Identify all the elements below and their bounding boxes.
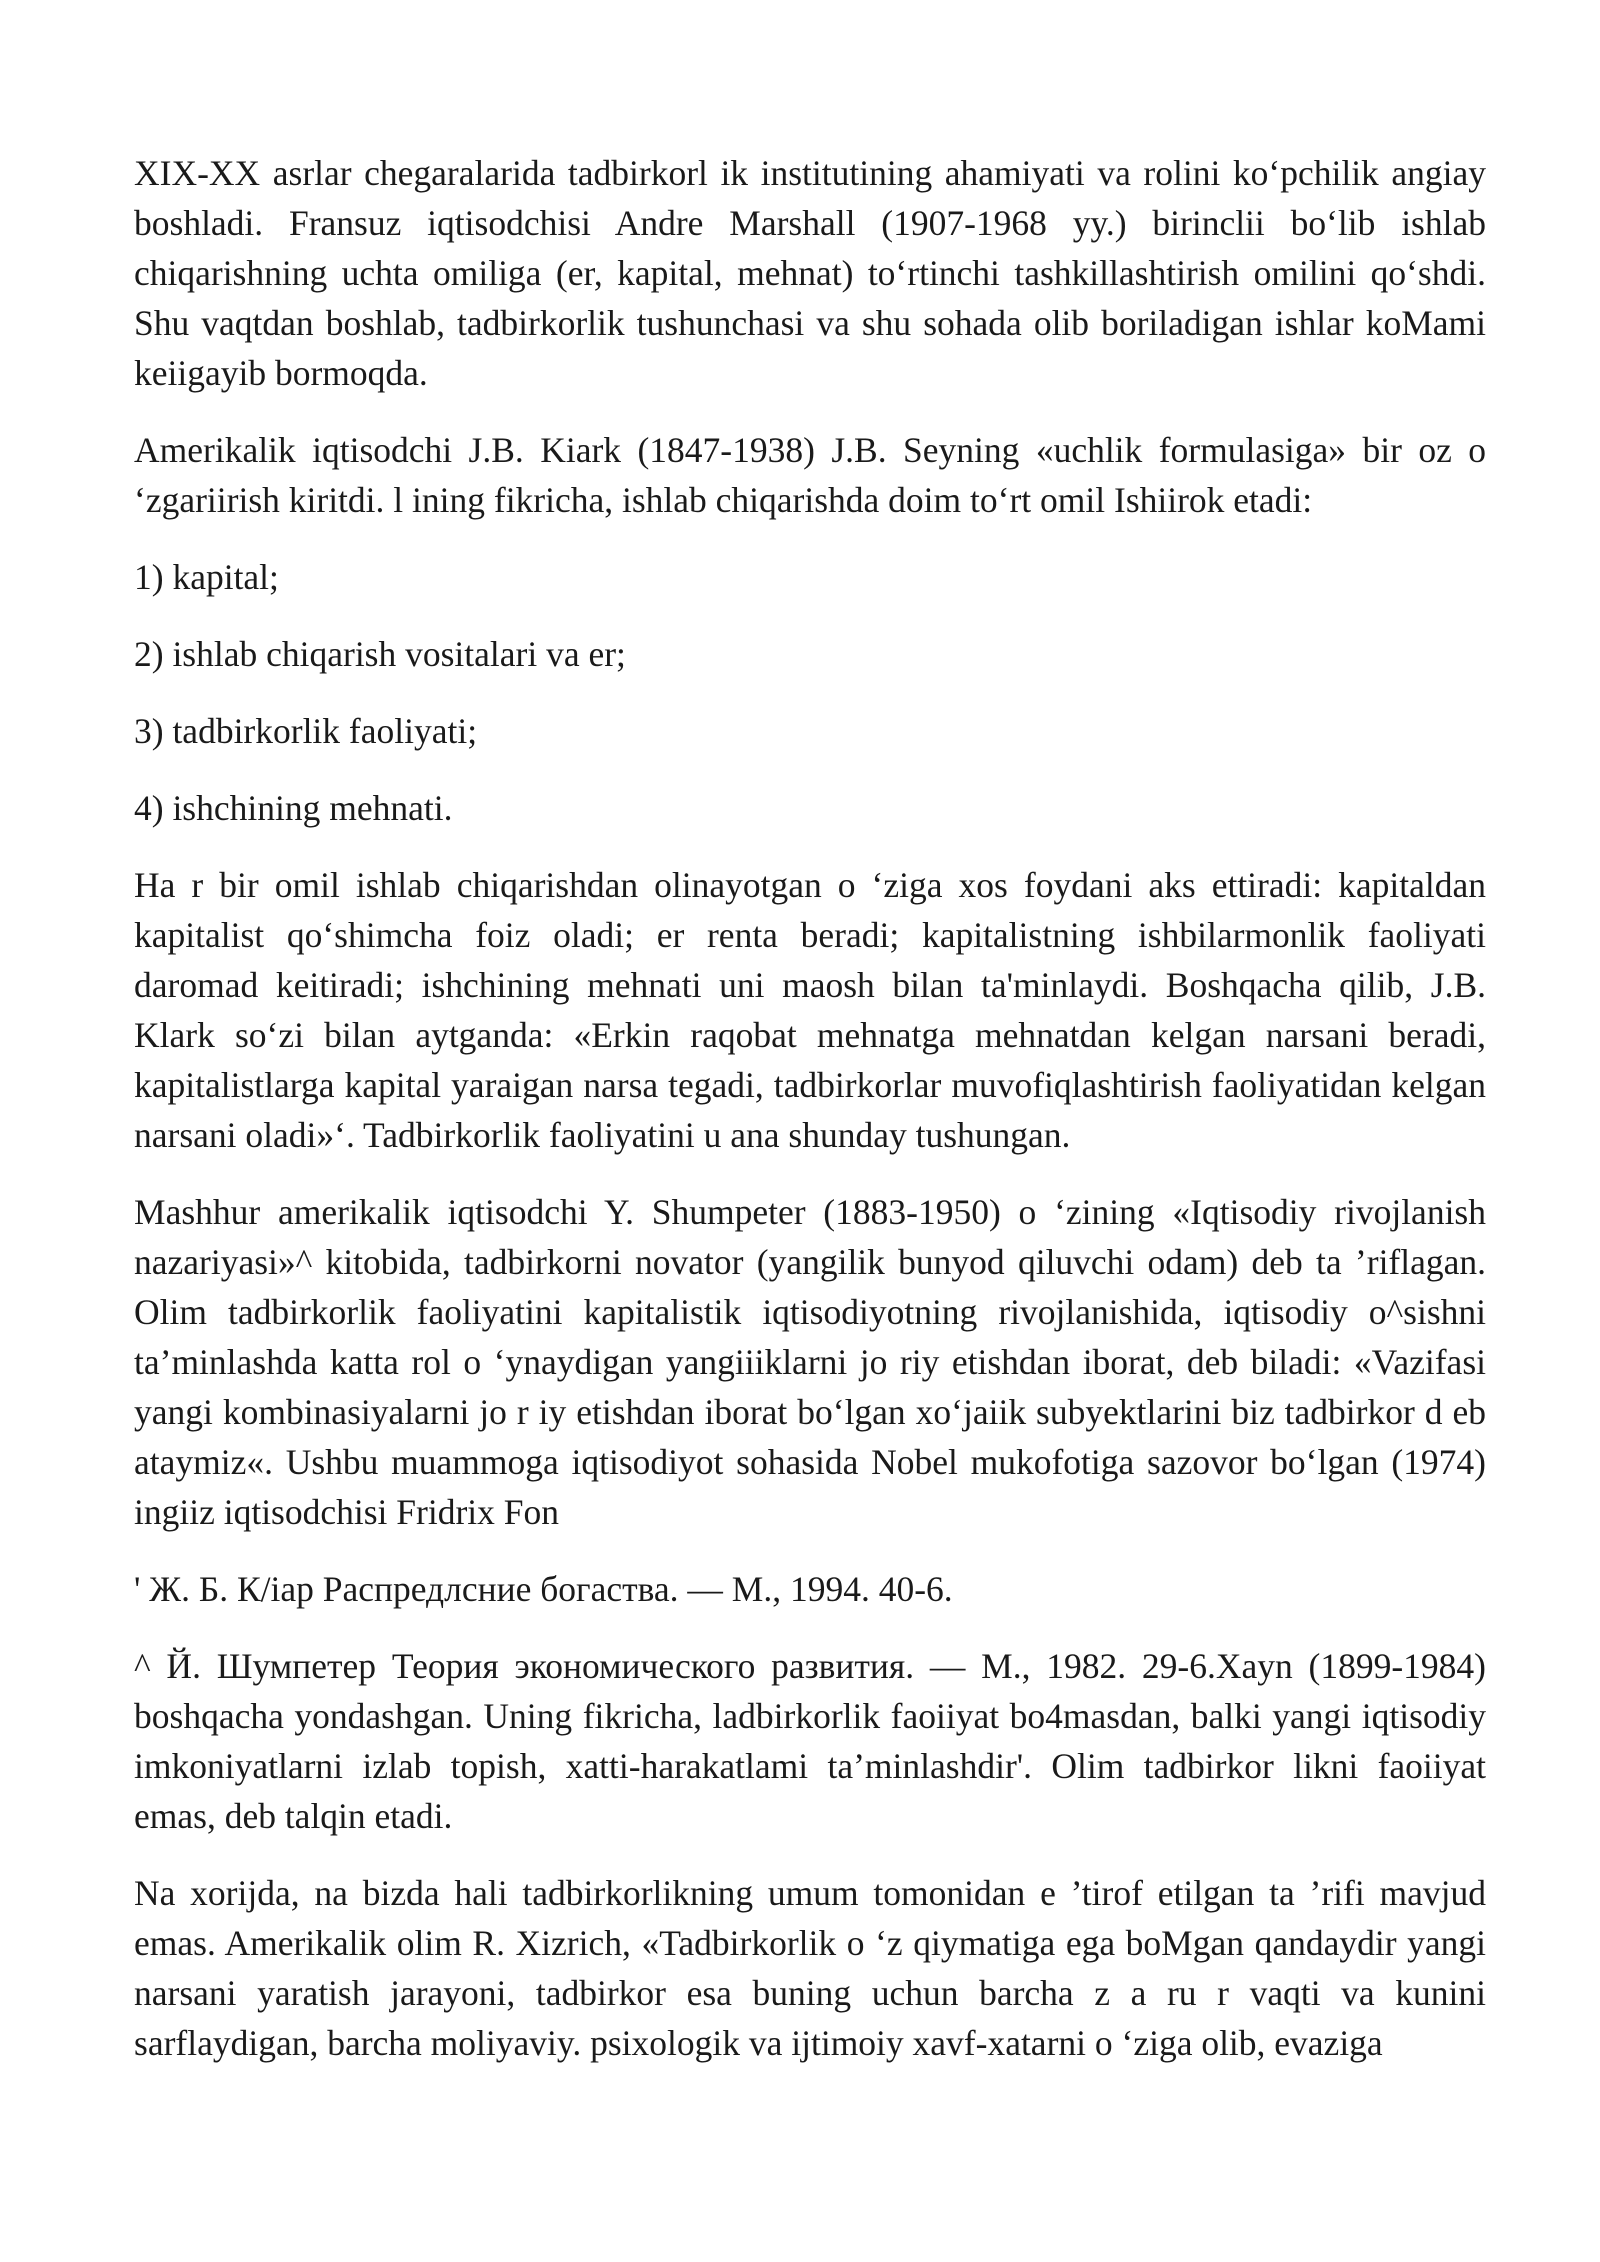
list-item-capital: 1) kapital;: [134, 557, 279, 597]
footnote-schumpeter: ^ Й. Шумпетер Теория экономического развития. — М., 1982. 29-6.Хаyn (1899-1984) boshqacha yondashgan. Uning fikricha, ladbirkorlik faoiiyat bo4masdan, balki yangi iqtisodiy imkoniyatlarni izlab topish, xatti-harakatlami ta’minlashdir'. Olim tadbirkor likni faoiiyat emas, deb talqin etadi.: [134, 1646, 1486, 1836]
paragraph-definition: Na xorijda, na bizda hali tadbirkorlikning umum tomonidan e ’tirof etilgan ta ’rifi mavjud emas. Amerikalik olim R. Xizrich, «Tadbirkorlik o ‘z qiymatiga ega boMgan qandaydir yangi narsani yaratish jarayoni, tadbirkor esa buning uchun barcha z a ru r vaqti va kunini sarflaydigan, barcha moliyaviy. psixologik va ijtimoiy xavf-xatarni o ‘ziga olib, evaziga: [134, 1873, 1486, 2063]
paragraph-factor-profits: Ha r bir omil ishlab chiqarishdan olinayotgan o ‘ziga xos foydani aks ettiradi: kapitaldan kapitalist qo‘shimcha foiz oladi; er renta beradi; kapitalistning ishbilarmonlik faoliyati daromad keitiradi; ishchining mehnati uni maosh bilan ta'minlaydi. Boshqacha qilib, J.B. Klark so‘zi bilan aytganda: «Erkin raqobat mehnatga mehnatdan kelgan narsani beradi, kapitalistlarga kapital yaraigan narsa tegadi, tadbirkorlar muvofiqlashtirish faoliyatidan kelgan narsani oladi»‘. Tadbirkorlik faoliyatini u ana shunday tushungan.: [134, 865, 1486, 1155]
document-page: [134, 148, 1486, 2095]
list-item-entrepreneurship: 3) tadbirkorlik faoliyati;: [134, 711, 478, 751]
footnote-clark: ' Ж. Б. К/iар Распредлсние богаства. — М., 1994. 40-6.: [134, 1569, 953, 1609]
paragraph-schumpeter: Mashhur amerikalik iqtisodchi Y. Shumpeter (1883-1950) o ‘zining «Iqtisodiy rivojlanish nazariyasi»^ kitobida, tadbirkorni novator (yangilik bunyod qiluvchi odam) deb ta ’riflagan. Olim tadbirkorlik faoliyatini kapitalistik iqtisodiyotning rivojlanishida, iqtisodiy o^sishni ta’minlashda katta rol o ‘ynaydigan yangiiiklarni jo riy etishdan iborat, deb biladi: «Vazifasi yangi kombinasiyalarni jo r iy etishdan iborat bo‘lgan xo‘jaiik subyektlarini biz tadbirkor d eb ataymiz«. Ushbu muammoga iqtisodiyot sohasida Nobel mukofotiga sazovor bo‘lgan (1974) ingiiz iqtisodchisi Fridrix Fon: [134, 1192, 1486, 1532]
list-item-labor: 4) ishchining mehnati.: [134, 788, 453, 828]
list-item-means-of-production: 2) ishlab chiqarish vositalari va er;: [134, 634, 626, 674]
paragraph-clark-formula: Amerikalik iqtisodchi J.B. Kiark (1847-1938) J.B. Seyning «uchlik formulasiga» bir oz o ‘zgariirish kiritdi. l ining fikricha, ishlab chiqarishda doim to‘rt omil Ishiirok etadi:: [134, 430, 1486, 520]
paragraph-entrepreneurship-history: XIX-XX asrlar chegaralarida tadbirkorl ik institutining ahamiyati va rolini ko‘pchilik angiay boshladi. Fransuz iqtisodchisi Andre Marshall (1907-1968 yy.) birinclii bo‘lib ishlab chiqarishning uchta omiliga (er, kapital, mehnat) to‘rtinchi tashkillashtirish omilini qo‘shdi. Shu vaqtdan boshlab, tadbirkorlik tushunchasi va shu sohada olib boriladigan ishlar koMami keiigayib bormoqda.: [134, 153, 1486, 393]
